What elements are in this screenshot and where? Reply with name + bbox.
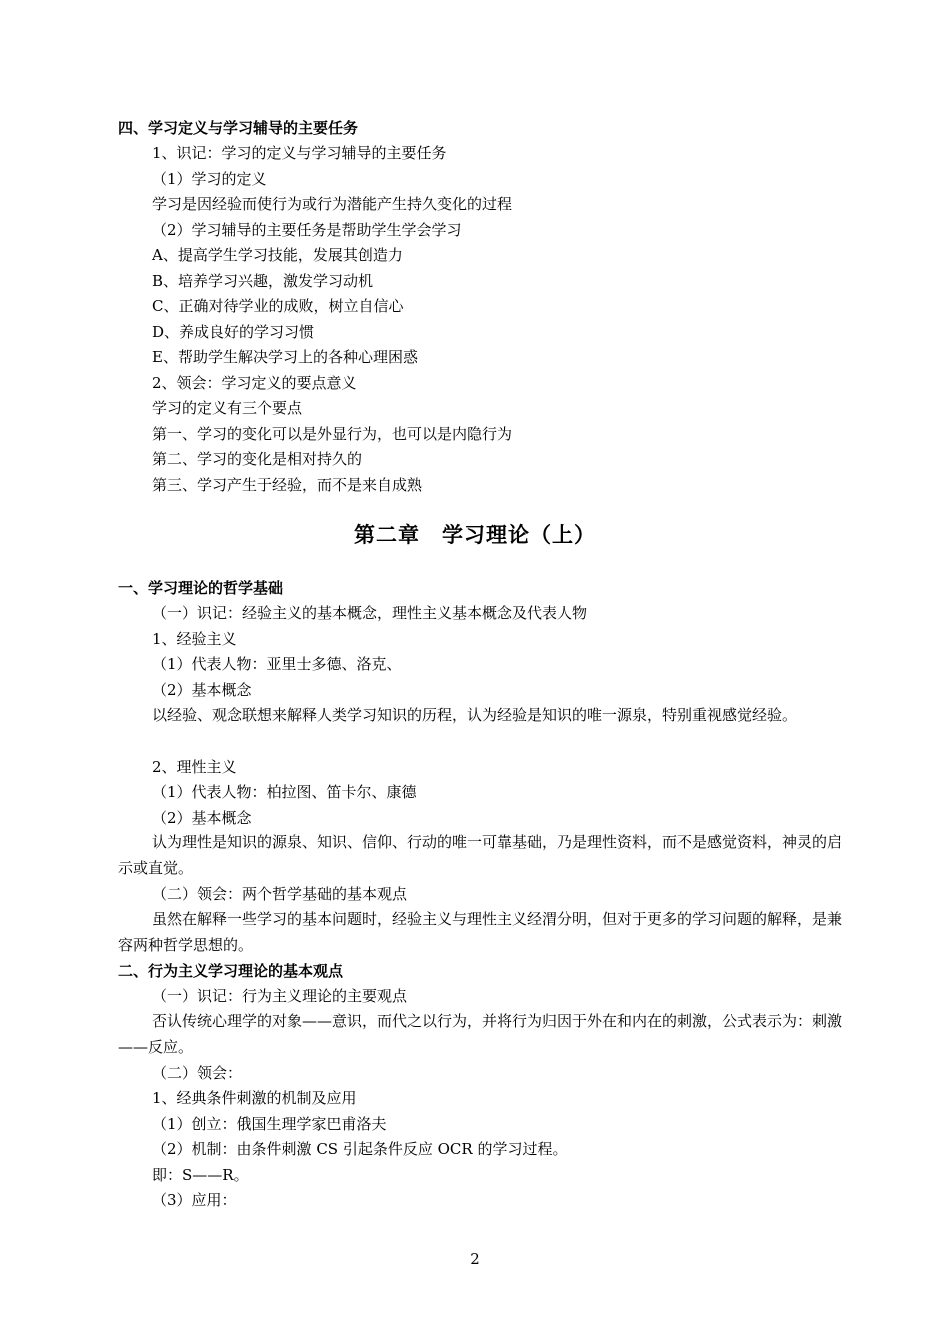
body-text: 学习是因经验而使行为或行为潜能产生持久变化的过程 — [152, 195, 513, 213]
outline-item: （2）基本概念 — [152, 809, 252, 827]
list-item: D、养成良好的学习习惯 — [152, 323, 315, 341]
body-paragraph: 以经验、观念联想来解释人类学习知识的历程，认为经验是知识的唯一源泉，特别重视感觉经验。 — [152, 706, 798, 724]
page-number: 2 — [470, 1250, 480, 1268]
outline-item: 1、经典条件刺激的机制及应用 — [152, 1089, 357, 1107]
body-paragraph: 虽然在解释一些学习的基本问题时，经验主义与理性主义经渭分明，但对于更多的学习问题的解释，是兼容两种哲学思想的。 — [118, 910, 843, 954]
list-item: E、帮助学生解决学习上的各种心理困惑 — [152, 348, 418, 366]
outline-item: （2）基本概念 — [152, 681, 252, 699]
body-text: 第二、学习的变化是相对持久的 — [152, 450, 363, 468]
body-paragraph: 否认传统心理学的对象——意识，而代之以行为，并将行为归因于外在和内在的刺激，公式表示为：刺激——反应。 — [118, 1012, 843, 1056]
outline-item: （2）学习辅导的主要任务是帮助学生学会学习 — [152, 221, 462, 239]
chapter-title: 第二章 学习理论（上） — [354, 523, 596, 547]
outline-item: （一）识记：经验主义的基本概念，理性主义基本概念及代表人物 — [152, 604, 588, 622]
outline-item: 2、领会：学习定义的要点意义 — [152, 374, 357, 392]
outline-item: （二）领会：两个哲学基础的基本观点 — [152, 885, 408, 903]
outline-item: （1）学习的定义 — [152, 170, 267, 188]
list-item: C、正确对待学业的成败，树立自信心 — [152, 297, 404, 315]
section-heading: 四、学习定义与学习辅导的主要任务 — [118, 119, 359, 137]
body-text: 第三、学习产生于经验，而不是来自成熟 — [152, 476, 423, 494]
outline-item: 1、识记：学习的定义与学习辅导的主要任务 — [152, 144, 447, 162]
outline-item: （3）应用： — [152, 1191, 237, 1209]
outline-item: 1、经验主义 — [152, 630, 237, 648]
outline-item: 2、理性主义 — [152, 758, 237, 776]
outline-item: （1）创立：俄国生理学家巴甫洛夫 — [152, 1115, 387, 1133]
section-heading: 一、学习理论的哲学基础 — [118, 579, 284, 597]
body-text: 第一、学习的变化可以是外显行为，也可以是内隐行为 — [152, 425, 513, 443]
outline-item: （1）代表人物：亚里士多德、洛克、 — [152, 655, 402, 673]
outline-item: （1）代表人物：柏拉图、笛卡尔、康德 — [152, 783, 417, 801]
formula-text: 即：S——R。 — [152, 1166, 249, 1184]
section-heading: 二、行为主义学习理论的基本观点 — [118, 962, 344, 980]
outline-item: （二）领会： — [152, 1064, 243, 1082]
body-text: 学习的定义有三个要点 — [152, 399, 303, 417]
outline-item: （一）识记：行为主义理论的主要观点 — [152, 987, 408, 1005]
body-paragraph: 认为理性是知识的源泉、知识、信仰、行动的唯一可靠基础，乃是理性资料，而不是感觉资料，神灵的启示或直觉。 — [118, 833, 843, 877]
outline-item: （2）机制：由条件刺激 CS 引起条件反应 OCR 的学习过程。 — [152, 1140, 568, 1158]
list-item: A、提高学生学习技能，发展其创造力 — [152, 246, 403, 264]
list-item: B、培养学习兴趣，激发学习动机 — [152, 272, 374, 290]
